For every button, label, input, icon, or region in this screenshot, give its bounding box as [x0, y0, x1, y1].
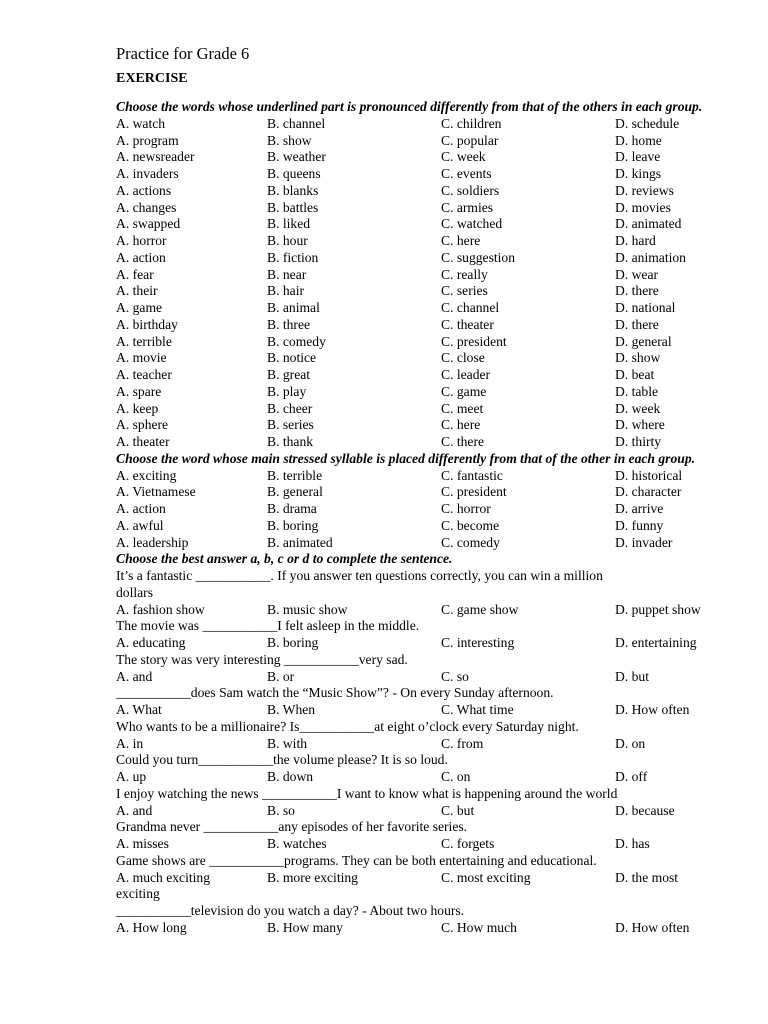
answer-option: A. game	[116, 300, 163, 315]
option-row	[116, 836, 736, 853]
answer-option: B. queens	[267, 166, 321, 181]
option-row	[116, 116, 736, 133]
answer-option: B. down	[267, 769, 314, 784]
answer-option: D. schedule	[615, 115, 680, 131]
answer-option: A. teacher	[116, 367, 172, 382]
answer-option: B. animated	[267, 534, 333, 550]
option-row	[116, 535, 736, 552]
answer-option: B. terrible	[267, 467, 323, 483]
answer-option: D. leave	[615, 149, 661, 165]
answer-option: C. channel	[441, 300, 500, 315]
option-row	[116, 769, 736, 786]
answer-option: A. theater	[116, 434, 170, 449]
answer-option: C. series	[441, 283, 488, 299]
answer-option: B. fiction	[267, 249, 319, 265]
option-row	[116, 635, 736, 652]
answer-option: C. meet	[441, 400, 484, 416]
answer-option: C. interesting	[441, 635, 515, 650]
answer-option: B. great	[267, 367, 311, 382]
option-row	[116, 501, 736, 518]
answer-option: C. suggestion	[441, 249, 516, 265]
answer-option: A. invaders	[116, 166, 179, 181]
answer-option: C. really	[441, 266, 488, 282]
answer-option: B. channel	[267, 115, 326, 131]
answer-option: C. fantastic	[441, 467, 503, 483]
worksheet-content	[116, 99, 736, 937]
question-text: Game shows are ___________programs. They can be both entertaining and educational.	[116, 852, 597, 868]
answer-option: B. near	[267, 266, 307, 282]
answer-option: A. terrible	[116, 333, 172, 349]
answer-option: D. thirty	[615, 434, 662, 449]
answer-option: C. there	[441, 434, 485, 449]
question-text: ___________does Sam watch the “Music Show”? - On every Sunday afternoon.	[116, 685, 554, 701]
option-row	[116, 350, 736, 367]
question-text: Who wants to be a millionaire? Is___________at eight o’clock every Saturday night.	[116, 718, 579, 734]
answer-option: D. hard	[615, 233, 656, 248]
answer-option: C. here	[441, 417, 481, 433]
answer-option: C. close	[441, 350, 485, 366]
answer-option: A. birthday	[116, 316, 178, 332]
answer-option: C. What time	[441, 702, 514, 717]
answer-option: B. general	[267, 484, 323, 500]
option-row	[116, 166, 736, 183]
answer-option: C. horror	[441, 501, 491, 516]
answer-option: B. How many	[267, 919, 343, 935]
option-row	[116, 602, 736, 619]
option-row	[116, 317, 736, 334]
option-row	[116, 870, 736, 887]
option-row	[116, 300, 736, 317]
answer-option: C. president	[441, 333, 507, 349]
answer-option: A. horror	[116, 233, 167, 248]
answer-option: C. game	[441, 383, 487, 399]
option-row	[116, 702, 736, 719]
option-row	[116, 267, 736, 284]
answer-option: B. boring	[267, 517, 319, 533]
answer-option: A. Vietnamese	[116, 484, 196, 500]
answer-option: C. How much	[441, 919, 517, 935]
answer-option: D. animated	[615, 216, 682, 232]
option-row	[116, 133, 736, 150]
answer-option: D. puppet show	[615, 601, 701, 617]
answer-option: A. action	[116, 501, 166, 516]
answer-option: A. spare	[116, 383, 162, 399]
answer-option: D. entertaining	[615, 635, 697, 650]
option-row	[116, 417, 736, 434]
answer-option: A. their	[116, 283, 158, 299]
answer-option: A. awful	[116, 517, 164, 533]
answer-option: A. educating	[116, 635, 186, 650]
option-row	[116, 736, 736, 753]
answer-option: B. hair	[267, 283, 304, 299]
answer-option: D. arrive	[615, 501, 664, 516]
option-row	[116, 200, 736, 217]
answer-option: D. table	[615, 383, 659, 399]
answer-option: D. funny	[615, 517, 664, 533]
answer-option: D. week	[615, 400, 661, 416]
answer-option: B. comedy	[267, 333, 326, 349]
section-instruction: Choose the best answer a, b, c or d to complete the sentence.	[116, 551, 453, 567]
answer-option: D. the most	[615, 869, 679, 885]
answer-option: C. become	[441, 517, 500, 533]
answer-option: D. where	[615, 417, 665, 433]
answer-option: B. liked	[267, 216, 311, 232]
answer-option: D. but	[615, 668, 649, 684]
answer-option: B. thank	[267, 434, 314, 449]
answer-option: D. How often	[615, 919, 690, 935]
answer-option: C. most exciting	[441, 869, 531, 885]
answer-option: C. but	[441, 802, 475, 818]
option-row	[116, 233, 736, 250]
answer-option: C. theater	[441, 316, 494, 332]
answer-option: C. from	[441, 735, 484, 751]
answer-option: C. on	[441, 769, 471, 784]
option-row	[116, 401, 736, 418]
answer-option: D. off	[615, 769, 648, 784]
answer-option: C. children	[441, 115, 502, 131]
answer-option: D. general	[615, 333, 672, 349]
answer-option: D. character	[615, 484, 682, 500]
answer-option: A. and	[116, 668, 153, 684]
answer-option: C. week	[441, 149, 486, 165]
answer-option: B. music show	[267, 601, 348, 617]
option-row	[116, 183, 736, 200]
option-row	[116, 468, 736, 485]
answer-option: A. watch	[116, 115, 166, 131]
option-row	[116, 367, 736, 384]
question-text: Could you turn___________the volume please? It is so loud.	[116, 752, 448, 768]
option-row	[116, 250, 736, 267]
option-continuation: exciting	[116, 886, 160, 902]
answer-option: C. leader	[441, 367, 491, 382]
option-row	[116, 334, 736, 351]
answer-option: B. drama	[267, 501, 317, 516]
option-row	[116, 434, 736, 451]
answer-option: C. soldiers	[441, 182, 500, 198]
answer-option: D. because	[615, 802, 675, 818]
answer-option: A. leadership	[116, 534, 189, 550]
answer-option: A. What	[116, 702, 162, 717]
question-text: The story was very interesting ___________very sad.	[116, 651, 408, 667]
answer-option: A. fear	[116, 266, 154, 282]
answer-option: A. action	[116, 249, 166, 265]
answer-option: A. and	[116, 802, 153, 818]
answer-option: B. battles	[267, 199, 319, 215]
question-text: It’s a fantastic ___________. If you answer ten questions correctly, you can win a million	[116, 568, 603, 583]
question-text: I enjoy watching the news ___________I want to know what is happening around the world	[116, 785, 618, 801]
option-row	[116, 283, 736, 300]
answer-option: D. reviews	[615, 182, 674, 198]
answer-option: D. invader	[615, 534, 673, 550]
option-row	[116, 803, 736, 820]
answer-option: B. so	[267, 802, 295, 818]
answer-option: C. forgets	[441, 836, 495, 851]
answer-option: B. with	[267, 735, 308, 751]
answer-option: D. has	[615, 836, 650, 851]
answer-option: B. blanks	[267, 182, 319, 198]
option-row	[116, 216, 736, 233]
answer-option: B. notice	[267, 350, 317, 366]
answer-option: A. sphere	[116, 417, 169, 433]
answer-option: D. there	[615, 316, 659, 332]
answer-option: C. president	[441, 484, 507, 500]
answer-option: B. play	[267, 383, 307, 399]
answer-option: B. more exciting	[267, 869, 358, 885]
question-text: ___________television do you watch a day? - About two hours.	[116, 903, 465, 918]
answer-option: A. keep	[116, 400, 159, 416]
answer-option: C. here	[441, 233, 481, 248]
answer-option: D. show	[615, 350, 661, 366]
answer-option: C. comedy	[441, 534, 500, 550]
answer-option: A. swapped	[116, 216, 181, 232]
answer-option: D. wear	[615, 266, 659, 282]
answer-option: C. so	[441, 668, 469, 684]
answer-option: D. beat	[615, 367, 655, 382]
answer-option: A. misses	[116, 836, 169, 851]
answer-option: C. popular	[441, 132, 499, 148]
answer-option: B. series	[267, 417, 314, 433]
answer-option: B. watches	[267, 836, 327, 851]
option-row	[116, 149, 736, 166]
answer-option: A. program	[116, 132, 179, 148]
answer-option: D. How often	[615, 702, 690, 717]
answer-option: D. movies	[615, 199, 671, 215]
question-text: The movie was ___________I felt asleep in the middle.	[116, 618, 420, 634]
answer-option: D. home	[615, 132, 662, 148]
exercise-heading: EXERCISE	[116, 71, 188, 86]
answer-option: A. much exciting	[116, 869, 211, 885]
answer-option: B. hour	[267, 233, 308, 248]
answer-option: B. When	[267, 702, 316, 717]
answer-option: D. on	[615, 735, 646, 751]
answer-option: A. changes	[116, 199, 177, 215]
answer-option: A. actions	[116, 182, 172, 198]
answer-option: B. weather	[267, 149, 326, 165]
answer-option: C. watched	[441, 216, 503, 232]
answer-option: A. movie	[116, 350, 167, 366]
answer-option: D. there	[615, 283, 659, 299]
answer-option: B. boring	[267, 635, 319, 650]
worksheet-title: Practice for Grade 6	[116, 44, 250, 63]
section-instruction: Choose the word whose main stressed syllable is placed differently from that of the other in each group.	[116, 450, 696, 466]
question-text: Grandma never ___________any episodes of her favorite series.	[116, 819, 468, 835]
answer-option: D. historical	[615, 467, 683, 483]
answer-option: D. national	[615, 300, 676, 315]
option-row	[116, 518, 736, 535]
answer-option: B. animal	[267, 300, 320, 315]
question-text: dollars	[116, 584, 153, 600]
option-row	[116, 384, 736, 401]
option-row	[116, 669, 736, 686]
answer-option: B. three	[267, 316, 311, 332]
answer-option: C. armies	[441, 199, 494, 215]
answer-option: C. events	[441, 166, 492, 181]
worksheet-page	[116, 44, 736, 937]
answer-option: A. How long	[116, 919, 187, 935]
answer-option: C. game show	[441, 601, 519, 617]
option-row	[116, 920, 736, 937]
option-row	[116, 484, 736, 501]
answer-option: D. kings	[615, 166, 662, 181]
section-instruction: Choose the words whose underlined part is pronounced differently from that of the others in each group.	[116, 99, 703, 114]
answer-option: A. fashion show	[116, 601, 205, 617]
answer-option: D. animation	[615, 249, 686, 265]
answer-option: B. cheer	[267, 400, 313, 416]
answer-option: A. in	[116, 735, 144, 751]
answer-option: B. or	[267, 668, 295, 684]
answer-option: B. show	[267, 132, 312, 148]
answer-option: A. up	[116, 769, 147, 784]
answer-option: A. exciting	[116, 467, 177, 483]
answer-option: A. newsreader	[116, 149, 195, 165]
